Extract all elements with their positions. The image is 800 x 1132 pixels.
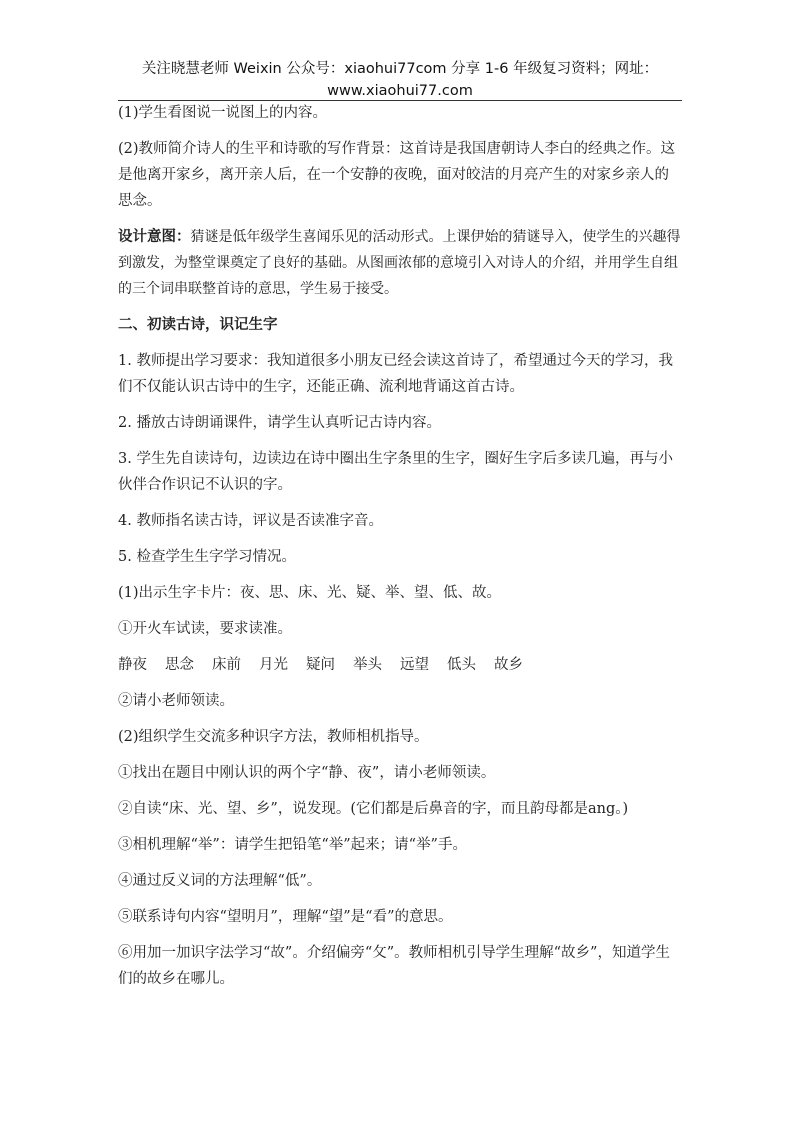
paragraph-poet-intro: (2)教师简介诗人的生平和诗歌的写作背景：这首诗是我国唐朝诗人李白的经典之作。这是他离开家乡，离开亲人后，在一个安静的夜晚，面对皎洁的月亮产生的对家乡亲人的思念。	[118, 141, 676, 209]
method-item: ⑤联系诗句内容“望明月”，理解“望”是“看”的意思。	[118, 909, 453, 925]
step-paragraph: 3. 学生先自读诗句，边读边在诗中圈出生字条里的生字，圈好生字后多读几遍，再与小伙伴合作识记不认识的字。	[118, 451, 673, 493]
word-item: 低头	[447, 657, 476, 673]
word-item: 月光	[259, 657, 288, 673]
little-teacher-line: ②请小老师领读。	[118, 693, 234, 709]
step-paragraph: 5. 检查学生生字学习情况。	[118, 549, 296, 565]
header-line-1: 关注晓慧老师 Weixin 公众号：xiaohui77com 分享 1-6 年级复习资料；网址：	[141, 61, 659, 77]
method-item: ④通过反义词的方法理解“低”。	[118, 873, 322, 889]
page-header	[118, 58, 682, 102]
word-item: 故乡	[494, 657, 523, 673]
header-line-2: www.xiaohui77.com	[327, 83, 473, 99]
word-item: 床前	[212, 657, 241, 673]
step-paragraph: 1. 教师提出学习要求：我知道很多小朋友已经会读这首诗了，希望通过今天的学习，我们不仅能认识古诗中的生字，还能正确、流利地背诵这首古诗。	[118, 353, 673, 395]
step-paragraph: 2. 播放古诗朗诵课件，请学生认真听记古诗内容。	[118, 415, 441, 431]
design-intent-text: 猜谜是低年级学生喜闻乐见的活动形式。上课伊始的猜谜导入，使学生的兴趣得到激发，为整堂课奠定了良好的基础。从图画浓郁的意境引入对诗人的介绍，并用学生自组的三个词串联整首诗的意思，学生易于接受。	[118, 229, 681, 297]
design-intent-label: 设计意图：	[118, 229, 191, 245]
word-list	[118, 652, 682, 678]
method-item: ③相机理解“举”：请学生把铅笔“举”起来；请“举”手。	[118, 837, 467, 853]
train-reading-line: ①开火车试读，要求读准。	[118, 621, 292, 637]
method-item: ⑥用加一加识字法学习“故”。介绍偏旁“攵”。教师相机引导学生理解“故乡”，知道学生们的故乡在哪儿。	[118, 945, 670, 987]
word-item: 静夜	[118, 657, 147, 673]
word-item: 远望	[400, 657, 429, 673]
word-item: 举头	[353, 657, 382, 673]
word-item: 疑问	[306, 657, 335, 673]
paragraph-look-at-picture: (1)学生看图说一说图上的内容。	[118, 105, 328, 121]
method-item: ①找出在题目中刚认识的两个字“静、夜”，请小老师领读。	[118, 765, 496, 781]
section-heading: 二、初读古诗，识记生字	[118, 317, 278, 333]
step-paragraph: 4. 教师指名读古诗，评议是否读准字音。	[118, 513, 383, 529]
paragraph-design-intent	[118, 224, 682, 302]
methods-intro-line: (2)组织学生交流多种识字方法，教师相机指导。	[118, 729, 429, 745]
document-body	[118, 100, 682, 1002]
character-cards-line: (1)出示生字卡片：夜、思、床、光、疑、举、望、低、故。	[118, 585, 502, 601]
method-item: ②自读“床、光、望、乡”，说发现。(它们都是后鼻音的字，而且韵母都是ang。)	[118, 801, 629, 817]
word-item: 思念	[165, 657, 194, 673]
